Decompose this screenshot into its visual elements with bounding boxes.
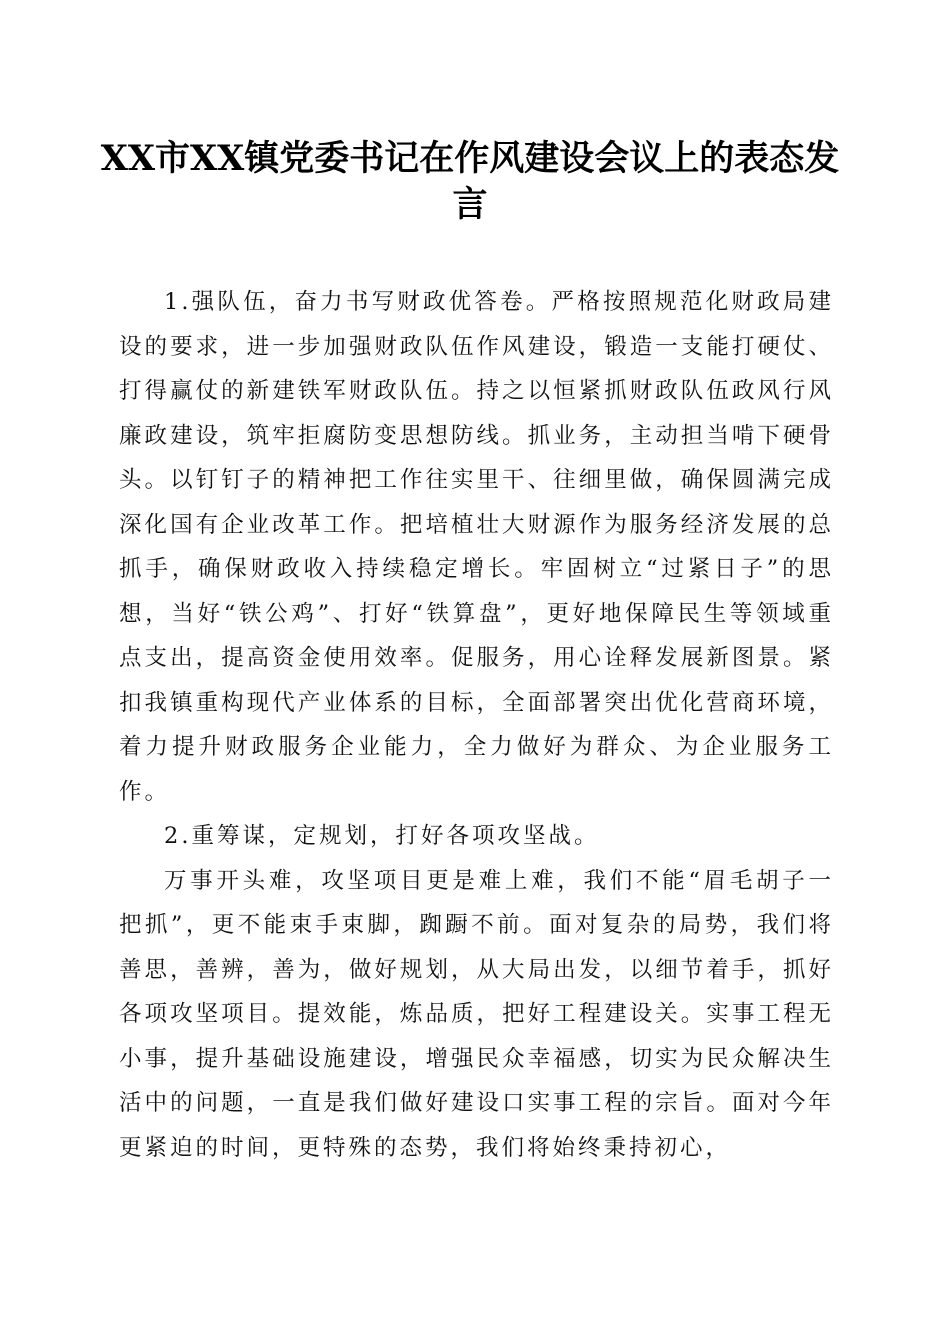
paragraph-3: 万事开头难，攻坚项目更是难上难，我们不能“眉毛胡子一把抓”，更不能束手束脚，踟蹰不前。面对复杂的局势，我们将善思，善辨，善为，做好规划，从大局出发，以细节着手，抓好各项攻坚项目。提效能，炼品质，把好工程建设关。实事工程无小事，提升基础设施建设，增强民众幸福感，切实为民众解决生活中的问题，一直是我们做好建设口实事工程的宗旨。面对今年更紧迫的时间，更特殊的态势，我们将始终秉持初心， — [119, 867, 834, 1161]
paragraph-1: 1.强队伍，奋力书写财政优答卷。严格按照规范化财政局建设的要求，进一步加强财政队伍作风建设，锻造一支能打硬仗、打得赢仗的新建铁军财政队伍。持之以恒紧抓财政队伍政风行风廉政建设，筑牢拒腐防变思想防线。抓业务，主动担当啃下硬骨头。以钉钉子的精神把工作往实里干、往细里做，确保圆满完成深化国有企业改革工作。把培植壮大财源作为服务经济发展的总抓手，确保财政收入持续稳定增长。牢固树立“过紧日子”的思想，当好“铁公鸡”、打好“铁算盘”，更好地保障民生等领域重点支出，提高资金使用效率。促服务，用心诠释发展新图景。紧扣我镇重构现代产业体系的目标，全面部署突出优化营商环境，着力提升财政服务企业能力，全力做好为群众、为企业服务工作。 — [119, 289, 834, 805]
document-body — [119, 280, 834, 1170]
document-title: XX市XX镇党委书记在作风建设会议上的表态发言 — [100, 138, 840, 225]
paragraph-2: 2.重筹谋，定规划，打好各项攻坚战。 — [164, 823, 600, 849]
